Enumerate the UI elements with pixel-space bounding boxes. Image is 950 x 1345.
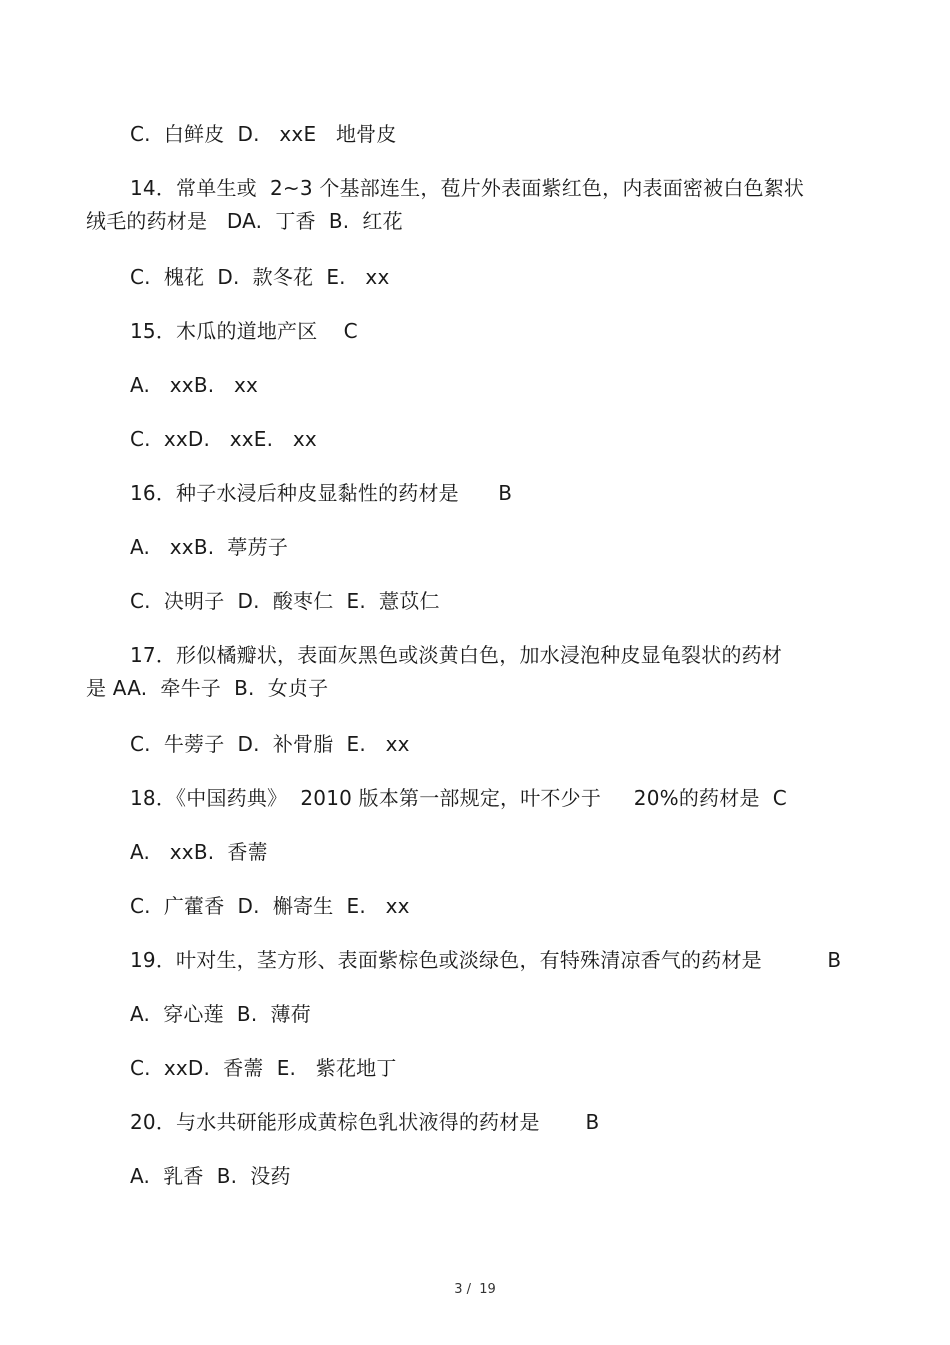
question-18: 18．《中国药典》 2010 版本第一部规定，叶不少于 20%的药材是 C	[130, 786, 787, 810]
page-number: 3 / 19	[454, 1282, 496, 1297]
question-19: 19．叶对生，茎方形、表面紫棕色或淡绿色，有特殊清凉香气的药材是 B	[130, 948, 842, 972]
option-line-15-cde: C. xxD. xxE. xx	[130, 427, 317, 451]
question-14-continued: 绒毛的药材是 DA. 丁香 B. 红花	[86, 209, 403, 233]
question-15: 15．木瓜的道地产区 C	[130, 319, 358, 343]
question-20: 20．与水共研能形成黄棕色乳状液得的药材是 B	[130, 1110, 600, 1134]
option-line-19-ab: A. 穿心莲 B. 薄荷	[130, 1002, 311, 1026]
question-17: 17．形似橘瓣状，表面灰黑色或淡黄白色，加水浸泡种皮显龟裂状的药材	[130, 643, 783, 667]
option-line-18-ab: A. xxB. 香薷	[130, 840, 268, 864]
option-line-13-cde: C. 白鲜皮 D. xxE 地骨皮	[130, 122, 397, 146]
option-line-17-cde: C. 牛蒡子 D. 补骨脂 E. xx	[130, 732, 410, 756]
option-line-16-ab: A. xxB. 葶苈子	[130, 535, 289, 559]
option-line-18-cde: C. 广藿香 D. 槲寄生 E. xx	[130, 894, 410, 918]
option-line-19-cde: C. xxD. 香薷 E. 紫花地丁	[130, 1056, 397, 1080]
question-17-continued: 是 AA. 牵牛子 B. 女贞子	[86, 676, 329, 700]
option-line-16-cde: C. 决明子 D. 酸枣仁 E. 薏苡仁	[130, 589, 440, 613]
option-line-14-cde: C. 槐花 D. 款冬花 E. xx	[130, 265, 390, 289]
question-14: 14．常单生或 2~3 个基部连生，苞片外表面紫红色，内表面密被白色絮状	[130, 176, 805, 200]
option-line-15-ab: A. xxB. xx	[130, 373, 259, 397]
option-line-20-ab: A. 乳香 B. 没药	[130, 1164, 291, 1188]
question-16: 16．种子水浸后种皮显黏性的药材是 B	[130, 481, 513, 505]
